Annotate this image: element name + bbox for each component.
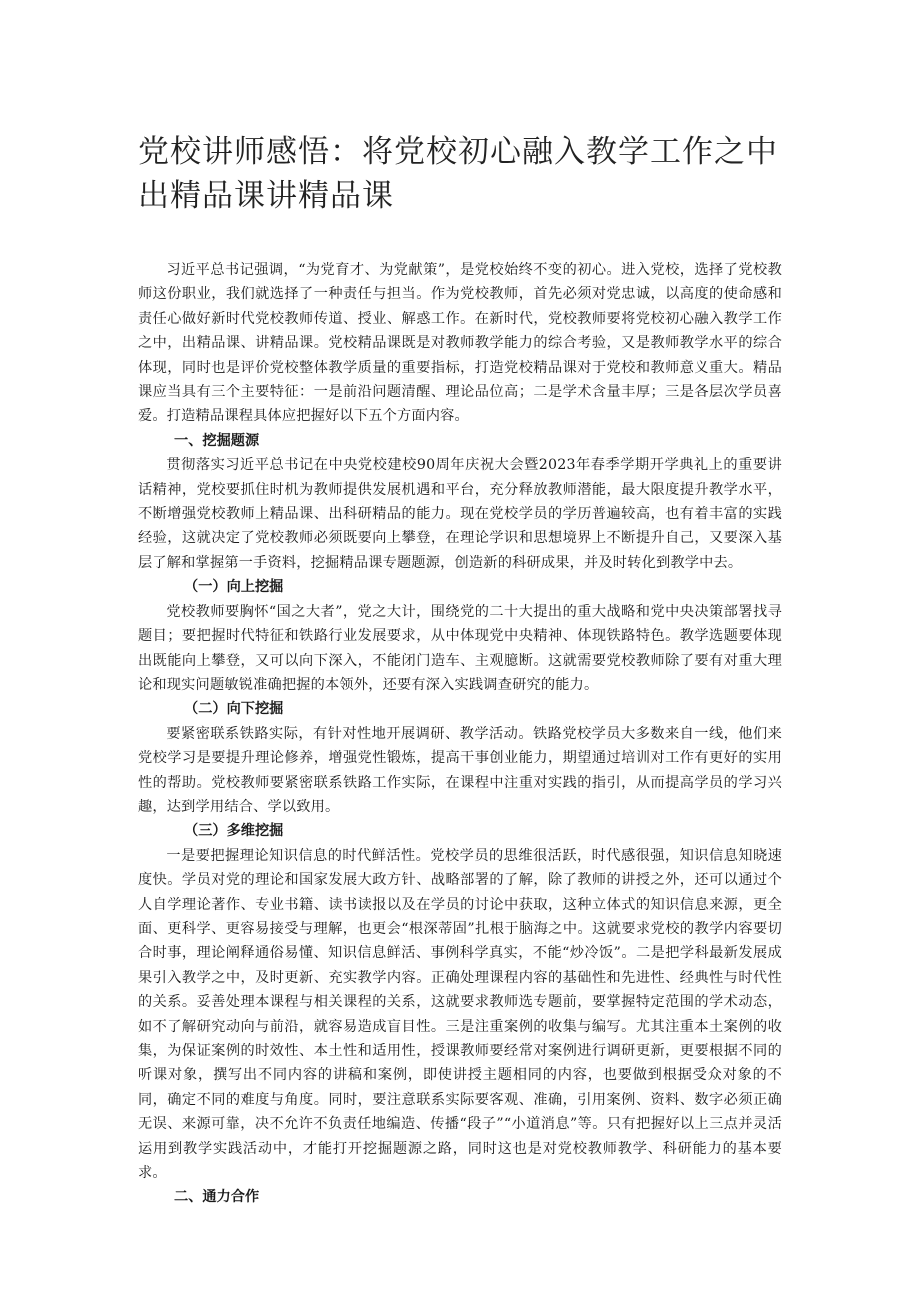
intro-paragraph: 习近平总书记强调，“为党育才、为党献策”，是党校始终不变的初心。进入党校，选择了党校教师这份职业，我们就选择了一种责任与担当。作为党校教师，首先必须对党忠诚，以高度的使命感和责任心做好新时代党校教师传道、授业、解惑工作。在新时代，党校教师要将党校初心融入教学工作之中，出精品课、讲精品课。党校精品课既是对教师教学能力的综合考验，又是教师教学水平的综合体现，同时也是评价党校整体教学质量的重要指标，打造党校精品课对于党校和教师意义重大。精品课应当具有三个主要特征：一是前沿问题清醒、理论品位高；二是学术含量丰厚；三是各层次学员喜爱。打造精品课程具体应把握好以下五个方面内容。	[138, 262, 782, 425]
subsection-2-paragraph: 要紧密联系铁路实际，有针对性地开展调研、教学活动。铁路党校学员大多数来自一线，他们来党校学习是要提升理论修养，增强党性锻炼，提高干事创业能力，期望通过培训对工作有更好的实用性的帮助。党校教师要紧密联系铁路工作实际，在课程中注重对实践的指引，从而提高学员的学习兴趣，达到学用结合、学以致用。	[138, 725, 782, 815]
subsection-3-paragraph: 一是要把握理论知识信息的时代鲜活性。党校学员的思维很活跃，时代感很强，知识信息知晓速度快。学员对党的理论和国家发展大政方针、战略部署的了解，除了教师的讲授之外，还可以通过个人自学理论著作、专业书籍、读书读报以及在学员的讨论中获取，这种立体式的知识信息来源，更全面、更科学、更容易接受与理解，也更会“根深蒂固”扎根于脑海之中。这就要求党校的教学内容要切合时事，理论阐释通俗易懂、知识信息鲜活、事例科学真实，不能“炒冷饭”。二是把学科最新发展成果引入教学之中，及时更新、充实教学内容。正确处理课程内容的基础性和先进性、经典性与时代性的关系。妥善处理本课程与相关课程的关系，这就要求教师选专题前，要掌握特定范围的学术动态，如不了解研究动向与前沿，就容易造成盲目性。三是注重案例的收集与编写。尤其注重本土案例的收集，为保证案例的时效性、本土性和适用性，授课教师要经常对案例进行调研更新，更要根据不同的听课对象，撰写出不同内容的讲稿和案例，即使讲授主题相同的内容，也要做到根据受众对象的不同，确定不同的难度与角度。同时，要注意联系实际要客观、准确，引用案例、资料、数字必须正确无误、来源可靠，决不允许不负责任地编造、传播“段子”“小道消息”等。只有把握好以上三点并灵活运用到教学实践活动中，才能打开挖掘题源之路，同时这也是对党校教师教学、科研能力的基本要求。	[138, 847, 782, 1182]
section-1-paragraph: 贯彻落实习近平总书记在中央党校建校90周年庆祝大会暨2023年春季学期开学典礼上的重要讲话精神，党校要抓住时机为教师提供发展机遇和平台，充分释放教师潜能，最大限度提升教学水平，不断增强党校教师上精品课、出科研精品的能力。现在党校学员的学历普遍较高，也有着丰富的实践经验，这就决定了党校教师必须既要向上攀登，在理论学识和思想境界上不断提升自己，又要深入基层了解和掌握第一手资料，挖掘精品课专题题源，创造新的科研成果，并及时转化到教学中去。	[138, 457, 782, 571]
subsection-heading-2: （二）向下挖掘	[184, 701, 284, 718]
subsection-heading-1: （一）向上挖掘	[184, 579, 284, 596]
subsection-heading-3: （三）多维挖掘	[184, 823, 284, 840]
section-heading-1: 一、挖掘题源	[174, 432, 260, 449]
subsection-1-paragraph: 党校教师要胸怀“国之大者”，党之大计，围绕党的二十大提出的重大战略和党中央决策部署找寻题目；要把握时代特征和铁路行业发展要求，从中体现党中央精神、体现铁路特色。教学选题要体现出既能向上攀登，又可以向下深入，不能闭门造车、主观臆断。这就需要党校教师除了要有对重大理论和现实问题敏锐准确把握的本领外，还要有深入实践调查研究的能力。	[138, 603, 782, 693]
section-heading-2: 二、通力合作	[174, 1189, 260, 1206]
document-title: 党校讲师感悟：将党校初心融入教学工作之中出精品课讲精品课	[138, 134, 778, 214]
